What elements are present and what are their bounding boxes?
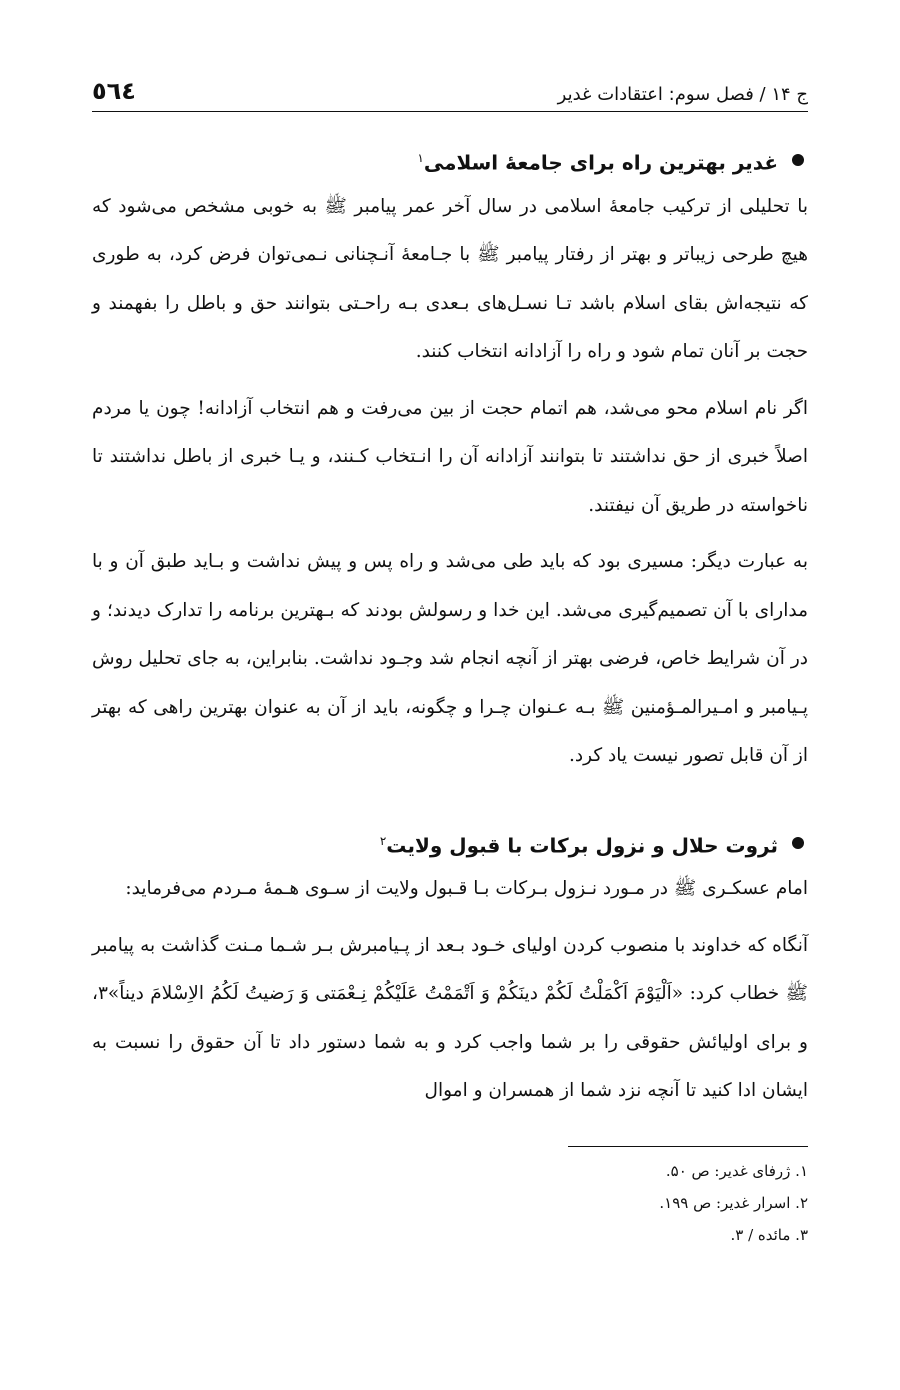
chapter-title: ج ۱۴ / فصل سوم: اعتقادات غدیر [557,84,808,105]
book-page [92,60,808,1251]
section-heading [92,821,808,866]
footnotes [92,1155,808,1251]
paragraph: با تحلیلی از ترکیب جامعۀ اسلامی در سال آخر عمر پیامبر ﷺ به خوبی مشخص می‌شود که هیچ طرحی زیباتر و بهتر از رفتار پیامبر ﷺ با جـامعۀ آنـچنانی نـمی‌توان فرض کرد، به طوری که نتیجه‌اش بقای اسلام باشد تـا نسـل‌های بـعدی بـه راحـتی بتوانند حق و باطل را بفهمند و حجت بر آنان تمام شود و راه را آزادانه انتخاب کنند. [92,195,808,363]
quote-paragraph: آنگاه که خداوند با منصوب کردن اولیای خـود بـعد از پـیامبرش بـر شـما مـنت گذاشت به پیامبر ﷺ خطاب کرد: «اَلْيَوْمَ اَکْمَلْتُ لَکُمْ دينَکُمْ وَ اَتْمَمْتُ عَلَيْکُمْ نِـعْمَتی وَ رَضيتُ لَکُمُ الاِسْلامَ ديناً»۳، و برای اولیائش حقوقی را بر شما واجب کرد و به شما دستور داد تا آن حقوق را نسبت به ایشان ادا کنید تا آنچه نزد شما از همسران و اموال [92,934,808,1102]
paragraph: به عبارت دیگر: مسیری بود که باید طی می‌شد و راه پس و پیش نداشت و بـاید طبق آن و با مدارای با آن تصمیم‌گیری می‌شد. این خدا و رسولش بودند که بـهترین برنامه را تدارک دیدند؛ و در آن شرایط خاص، فرضی بهتر از آنچه انجام شد وجـود نداشت. بنابراین، به جای تحلیل روش پـیامبر و امـیرالمـؤمنین ﷺ بـه عـنوان چـرا و چگونه، باید از آن به عنوان بهترین راهی که بهتر از آن قابل تصور نیست یاد کرد. [92,551,808,767]
bullet-icon [792,837,804,849]
footnote-divider [568,1146,808,1147]
footnote: ۱. ژرفای غدیر: ص ۵۰. [665,1161,808,1180]
section-heading [92,138,808,183]
bullet-icon [792,154,804,166]
paragraph: امام عسکـری ﷺ در مـورد نـزول بـرکات بـا قـبول ولایت از سـوی هـمۀ مـردم می‌فرماید: [125,878,808,900]
section-title: ثروت حلال و نزول برکات با قبول ولایت [386,833,778,858]
page-number: ٥٦٤ [92,77,136,105]
footnote: ۳. مائده / ۳. [730,1225,808,1244]
section-title: غدیر بهترین راه برای جامعۀ اسلامی [423,150,778,175]
running-header [92,60,808,112]
footnote-ref: ۲ [379,833,387,848]
footnote: ۲. اسرار غدیر: ص ۱۹۹. [659,1193,808,1212]
footnote-ref: ۱ [417,151,424,165]
paragraph: اگر نام اسلام محو می‌شد، هم اتمام حجت از بین می‌رفت و هم انتخاب آزادانه! چون یا مردم اصلاً خبری از حق نداشتند تا بتوانند آزادانه آن را انـتخاب کـنند، و یـا خبری از باطل نداشتند تا ناخواسته در طریق آن نیفتند. [92,397,808,516]
